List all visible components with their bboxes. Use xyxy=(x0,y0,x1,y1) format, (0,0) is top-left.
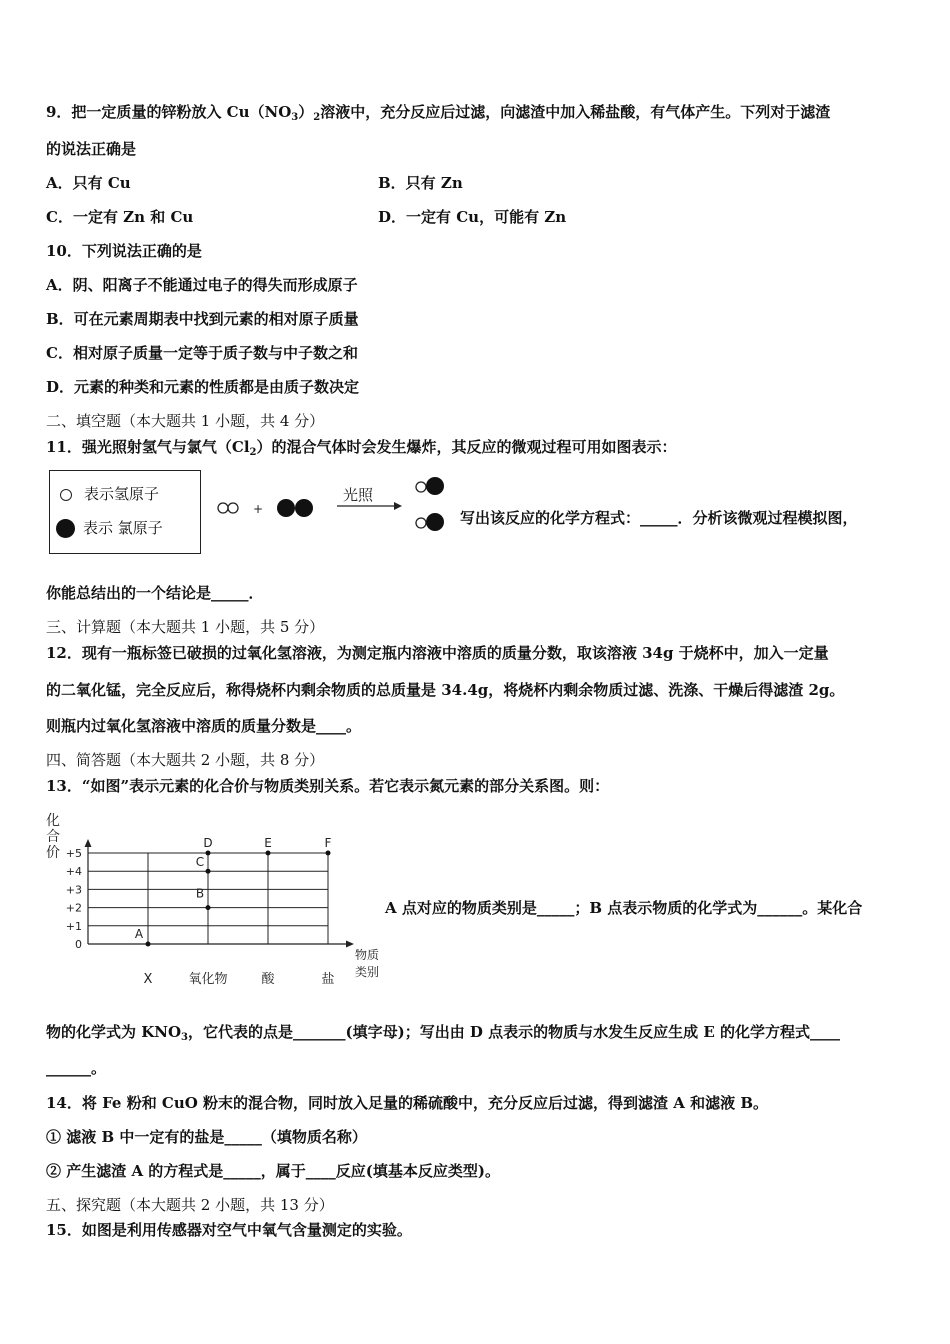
x-axis-label-line1: 物质 xyxy=(355,948,380,962)
q10-option-b: B．可在元素周期表中找到元素的相对原子质量 xyxy=(46,310,359,328)
q10-option-a: A．阴、阳离子不能通过电子的得失而形成原子 xyxy=(46,276,358,294)
y-tick-label: 0 xyxy=(75,938,82,951)
x-category-label: 盐 xyxy=(321,972,335,987)
hcl-molecule-icon xyxy=(416,477,444,495)
valence-chart xyxy=(40,808,390,993)
data-point-label: A xyxy=(134,927,144,941)
plus-sign: + xyxy=(253,502,264,516)
q11-reaction-diagram xyxy=(205,470,455,540)
y-tick-label: +3 xyxy=(65,883,82,897)
q9-option-d: D．一定有 Cu，可能有 Zn xyxy=(378,208,567,226)
section-3-heading: 三、计算题（本大题共 1 小题，共 5 分） xyxy=(46,618,325,636)
x-category-label: X xyxy=(143,972,153,987)
data-point-label: E xyxy=(264,836,272,850)
y-axis-label-char: 合 xyxy=(46,829,60,845)
q9-option-a: A．只有 Cu xyxy=(46,174,131,192)
data-point-label: C xyxy=(195,855,205,870)
data-point xyxy=(266,851,271,856)
x-axis-arrow xyxy=(346,941,354,948)
y-tick-label: +1 xyxy=(65,919,82,933)
chlorine-atom-icon xyxy=(56,519,75,538)
q13-side-text: A 点对应的物质类别是_____；B 点表示物质的化学式为______。某化合 xyxy=(385,899,863,917)
q14-item-1: ① 滤液 B 中一定有的盐是_____（填物质名称） xyxy=(46,1128,367,1146)
chlorine-molecule-icon xyxy=(277,499,313,517)
q13-stem: 13．“如图”表示元素的化合价与物质类别关系。若它表示氮元素的部分关系图。则： xyxy=(46,777,610,795)
q10-stem: 10．下列说法正确的是 xyxy=(46,242,202,260)
hydrogen-molecule-icon xyxy=(218,503,238,513)
q11-stem: 11．强光照射氢气与氯气$(Cl_2)$的混合气体时会发生爆炸，其反应的微观过程可用如图表示： xyxy=(46,438,677,458)
legend-chlorine: 表示 氯原子 xyxy=(56,517,163,538)
data-point xyxy=(206,869,211,874)
y-axis-label-char: 价 xyxy=(46,845,60,861)
data-point xyxy=(206,905,211,910)
y-tick-label: +5 xyxy=(65,847,82,860)
q10-option-d: D．元素的种类和元素的性质都是由质子数决定 xyxy=(46,378,360,396)
hcl-molecule-icon xyxy=(416,513,444,531)
y-axis-label-char: 化 xyxy=(46,813,60,829)
q9-stem-line1: 9．把一定质量的锌粉放入 $Cu(NO_3)_2$溶液中，充分反应后过滤，向滤渣中加入稀盐酸，有气体产生。下列对于滤渣 xyxy=(46,103,831,123)
data-point-label: F xyxy=(324,836,332,850)
x-category-label: 氧化物 xyxy=(188,972,228,987)
q9-stem-line2: 的说法正确是 xyxy=(46,140,137,158)
light-condition-label: 光照 xyxy=(343,486,374,504)
q13-line2: 物的化学式为 $KNO_3$，它代表的点是_______(填字母)；写出由 D 点表示的物质与水发生反应生成 E 的化学方程式____ xyxy=(46,1023,841,1043)
y-axis-arrow xyxy=(85,839,92,847)
q11-side-text: 写出该反应的化学方程式：_____．分析该微观过程模拟图， xyxy=(460,509,858,527)
q12-line1: 12．现有一瓶标签已破损的过氧化氢溶液，为测定瓶内溶液中溶质的质量分数，取该溶液 34g 于烧杯中，加入一定量 xyxy=(46,644,829,662)
q14-item-2: ② 产生滤渣 A 的方程式是_____，属于____反应(填基本反应类型)。 xyxy=(46,1162,501,1180)
section-5-heading: 五、探究题（本大题共 2 小题，共 13 分） xyxy=(46,1196,334,1214)
y-tick-label: +2 xyxy=(65,901,82,915)
q14-stem: 14．将 Fe 粉和 CuO 粉末的混合物，同时放入足量的稀硫酸中，充分反应后过滤，得到滤渣 A 和滤液 B。 xyxy=(46,1094,769,1112)
data-point-label: B xyxy=(195,886,205,901)
x-category-label: 酸 xyxy=(261,972,275,987)
data-point xyxy=(326,851,331,856)
data-point xyxy=(206,851,211,856)
q13-line3: ______。 xyxy=(46,1059,107,1077)
q12-line3: 则瓶内过氧化氢溶液中溶质的质量分数是____。 xyxy=(46,717,362,735)
q9-option-c: C．一定有 Zn 和 Cu xyxy=(46,208,194,226)
q10-option-c: C．相对原子质量一定等于质子数与中子数之和 xyxy=(46,344,358,362)
x-axis-label-line2: 类别 xyxy=(355,965,380,979)
q12-line2: 的二氧化锰，完全反应后，称得烧杯内剩余物质的总质量是 34.4g，将烧杯内剩余物质过滤、洗涤、干燥后得滤渣 2g。 xyxy=(46,681,845,699)
legend-hydrogen: 表示氢原子 xyxy=(60,483,159,504)
section-4-heading: 四、简答题（本大题共 2 小题，共 8 分） xyxy=(46,751,325,769)
data-point-label: D xyxy=(203,836,213,850)
y-tick-label: +4 xyxy=(65,865,82,879)
section-2-heading: 二、填空题（本大题共 1 小题，共 4 分） xyxy=(46,412,325,430)
q15-stem: 15．如图是利用传感器对空气中氧气含量测定的实验。 xyxy=(46,1221,412,1239)
q9-option-b: B．只有 Zn xyxy=(378,174,463,192)
hydrogen-atom-icon xyxy=(60,489,72,501)
q11-line2: 你能总结出的一个结论是_____． xyxy=(46,584,264,602)
data-point xyxy=(146,942,151,947)
q11-legend-box xyxy=(49,470,201,554)
